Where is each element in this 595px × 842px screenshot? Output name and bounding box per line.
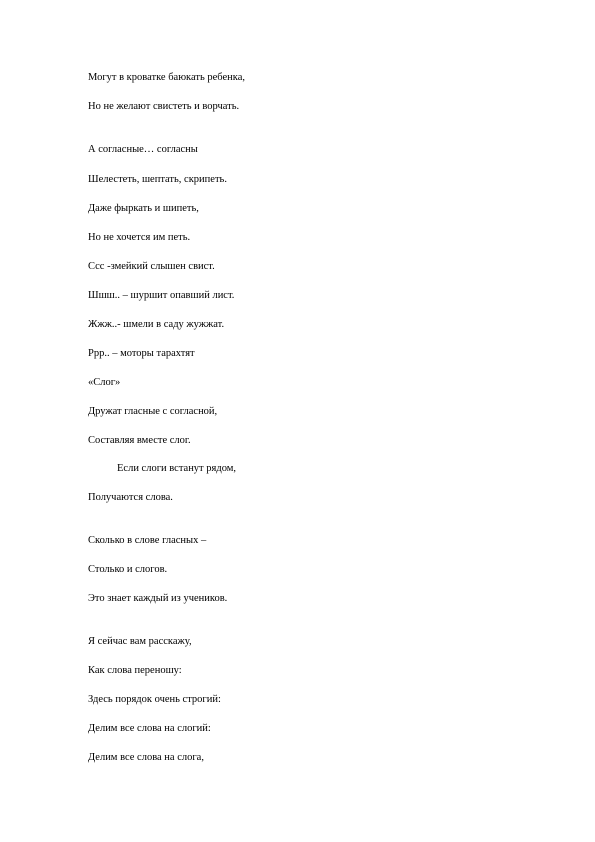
poem-line: Как слова переношу: — [88, 665, 182, 676]
poem-line: Получаются слова. — [88, 492, 173, 503]
poem-line: Ррр.. – моторы тарахтят — [88, 348, 195, 359]
poem-line: Делим все слова на слогий: — [88, 723, 211, 734]
poem-line-indented: Если слоги встанут рядом, — [117, 463, 237, 474]
poem-line: Дружат гласные с согласной, — [88, 406, 218, 417]
poem-line: Столько и слогов. — [88, 564, 168, 575]
poem-line: Могут в кроватке баюкать ребенка, — [88, 72, 246, 83]
poem-line: Шелестеть, шептать, скрипеть. — [88, 174, 227, 185]
poem-line: Жжж..- шмели в саду жужжат. — [88, 319, 225, 330]
poem-line: Делим все слова на слога, — [88, 752, 204, 763]
poem-line: Сколько в слове гласных – — [88, 535, 207, 546]
poem-line: Но не желают свистеть и ворчать. — [88, 101, 240, 112]
poem-line: Здесь порядок очень строгий: — [88, 694, 221, 705]
poem-line: Ссс -змейкий слышен свист. — [88, 261, 215, 272]
poem-line: Составляя вместе слог. — [88, 435, 191, 446]
poem-line: Шшш.. – шуршит опавший лист. — [88, 290, 235, 301]
poem-line: Но не хочется им петь. — [88, 232, 191, 243]
section-title: «Слог» — [88, 377, 121, 388]
poem-line: Это знает каждый из учеников. — [88, 593, 228, 604]
poem-line: Даже фыркать и шипеть, — [88, 203, 199, 214]
poem-line: А согласные… согласны — [88, 144, 198, 155]
poem-line: Я сейчас вам расскажу, — [88, 636, 192, 647]
